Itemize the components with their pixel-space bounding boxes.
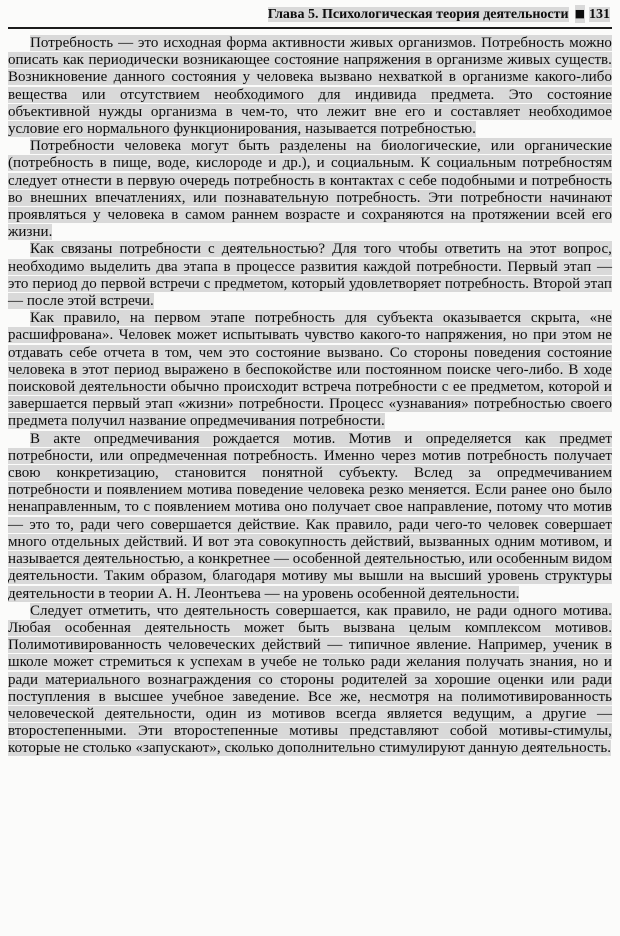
paragraph [8,431,612,603]
paragraph [8,241,612,310]
paragraph-text: В акте опредмечивания рождается мотив. Мотив и определяется как предмет потребности, или опредмеченная потребность. Именно через мотив потребность получает свою конкретизацию, становится понятной субъекту. Вслед за опредмечиванием потребности и появлением мотива поведение человека резко меняется. Если ранее оно было ненаправленным, то с появлением мотива оно получает свое направление, потому что мотив — это то, ради чего совершается действие. Как правило, ради чего-то человек совершает много отдельных действий. И вот эта совокупность действий, вызванных одним мотивом, и называется деятельностью, а конкретнее — особенной деятельностью, или особенным видом деятельности. Таким образом, благодаря мотиву мы вышли на высший уровень структуры деятельности в теории А. Н. Леонтьева — на уровень особенной деятельности. [8,430,612,602]
paragraph-text: Потребности человека могут быть разделены на биологические, или органические (потребность в пище, воде, кислороде и др.), и социальным. К социальным потребностям следует отнести в первую очередь потребность в контактах с себе подобными и потребность во внешних впечатлениях, или познавательную потребность. Эти потребности начинают проявляться у человека в самом раннем возрасте и сохраняются на протяжении всей его жизни. [8,138,612,241]
chapter-title: Глава 5. Психологическая теория деятельности [267,7,569,22]
paragraph [8,138,612,241]
page-body [8,35,612,758]
paragraph [8,310,612,430]
paragraph-text: Потребность — это исходная форма активности живых организмов. Потребность можно описать как периодически возникающее состояние напряжения в организме живых существ. Возникновение данного состояния у человека вызвано нехваткой в организме какого-либо вещества или отсутствием необходимого для индивида предмета. Это состояние объективной нужды организма в чем-то, что лежит вне его и составляет необходимое условие его нормального функционирования, называется потребностью. [8,35,612,138]
square-marker-icon: ■ [575,5,585,23]
page-header [8,4,612,29]
paragraph-text: Следует отметить, что деятельность совершается, как правило, не ради одного мотива. Любая особенная деятельность может быть вызвана целым комплексом мотивов. Полимотивированность человеческих действий — типичное явление. Например, ученик в школе может стремиться к успехам в учебе не только ради желания получать знания, но и ради материального вознаграждения со стороны родителей за хорошие оценки или ради поступления в высшее учебное заведение. Все же, несмотря на полимотивированность человеческой деятельности, один из мотивов всегда является ведущим, а другие — второстепенными. Эти второстепенные мотивы представляют собой мотивы-стимулы, которые не столько «запускают», сколько дополнительно стимулируют данную деятельность. [8,602,612,757]
paragraph-text: Как связаны потребности с деятельностью? Для того чтобы ответить на этот вопрос, необходимо выделить два этапа в процессе развития каждой потребности. Первый этап — это период до первой встречи с предметом, который удовлетворяет потребность. Второй этап — после этой встречи. [8,241,612,310]
page-number: 131 [589,7,610,22]
paragraph-text: Как правило, на первом этапе потребность для субъекта оказывается скрыта, «не расшифрована». Человек может испытывать чувство какого-то напряжения, но при этом не отдавать себе отчета в том, чем это состояние вызвано. Со стороны поведения состояние человека в этот период выражено в беспокойстве или постоянном поиске чего-либо. В ходе поисковой деятельности обычно происходит встреча потребности с ее предметом, которой и завершается первый этап «жизни» потребности. Процесс «узнавания» потребностью своего предмета получил название опредмечивания потребности. [8,310,612,430]
paragraph [8,35,612,138]
paragraph [8,603,612,758]
